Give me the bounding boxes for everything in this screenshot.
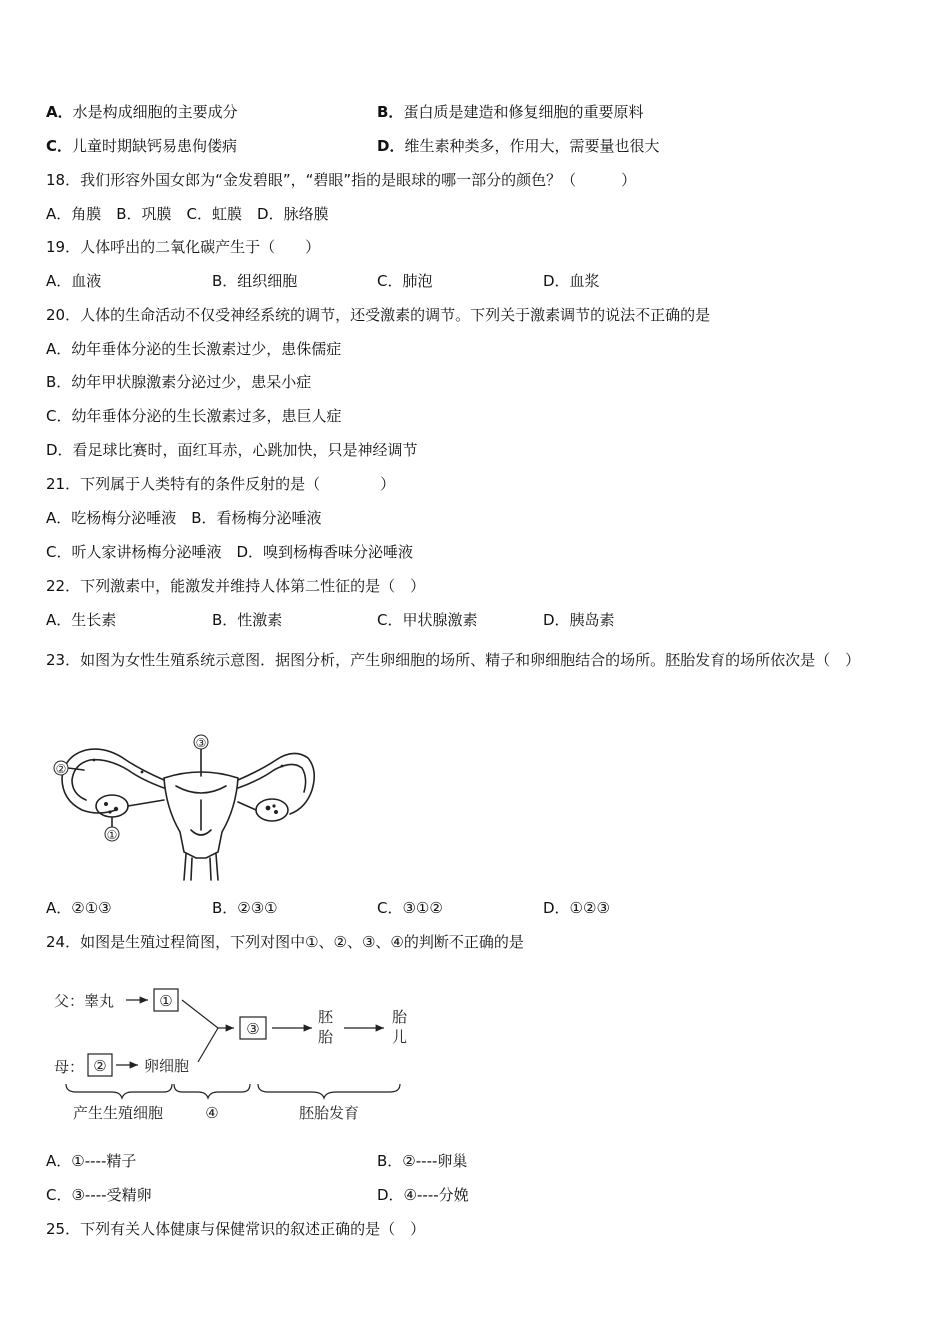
- q19-stem: 19．人体呼出的二氧化碳产生于（ ）: [46, 238, 321, 256]
- q24-stem: 24．如图是生殖过程简图，下列对图中①、②、③、④的判断不正确的是: [46, 933, 524, 951]
- q17-option-d: [377, 135, 659, 157]
- box-3-label: ③: [246, 1020, 260, 1038]
- q17-option-b-text: 蛋白质是建造和修复细胞的重要原料: [403, 103, 644, 121]
- q22-stem: 22．下列激素中，能激发并维持人体第二性征的是（ ）: [46, 577, 426, 595]
- q17-option-a: [46, 101, 238, 123]
- q24-option-c: C．③----受精卵: [46, 1186, 152, 1204]
- q17-option-d-label: D．: [377, 137, 405, 155]
- q17-option-d-text: 维生素种类多，作用大，需要量也很大: [404, 137, 660, 155]
- q22-option-a: A．生长素: [46, 611, 117, 629]
- fetus-label-1: 胎: [392, 1008, 408, 1026]
- embryo-label-2: 胎: [318, 1028, 334, 1046]
- q23-option-a: A．②①③: [46, 899, 112, 917]
- female-reproductive-system-figure: [46, 730, 316, 882]
- q25-stem: 25．下列有关人体健康与保健常识的叙述正确的是（ ）: [46, 1220, 426, 1238]
- fetus-label-2: 儿: [392, 1028, 408, 1046]
- q21-options-cd: C．听人家讲杨梅分泌唾液 D．嗅到杨梅香味分泌唾液: [46, 543, 414, 561]
- embryo-label-1: 胚: [318, 1008, 334, 1026]
- father-testis-label: 父：睾丸: [54, 992, 115, 1010]
- q20-option-d: D．看足球比赛时，面红耳赤，心跳加快，只是神经调节: [46, 441, 418, 459]
- q17-option-b-label: B．: [377, 103, 404, 121]
- q17-option-a-text: 水是构成细胞的主要成分: [72, 103, 238, 121]
- brace-label-produce-gametes: 产生生殖细胞: [72, 1104, 164, 1122]
- reproduction-process-diagram: [46, 980, 416, 1126]
- box-2-label: ②: [93, 1057, 107, 1075]
- q20-option-b: B．幼年甲状腺激素分泌过少，患呆小症: [46, 373, 312, 391]
- q17-option-b: [377, 101, 643, 123]
- q23-option-d: D．①②③: [543, 899, 610, 917]
- q19-option-c: C．肺泡: [377, 272, 433, 290]
- box-1-label: ①: [159, 992, 173, 1010]
- q19-option-d: D．血浆: [543, 272, 600, 290]
- q24-option-d: D．④----分娩: [377, 1186, 469, 1204]
- q19-option-b: B．组织细胞: [212, 272, 298, 290]
- q23-stem: 23．如图为女性生殖系统示意图．据图分析，产生卵细胞的场所、精子和卵细胞结合的场所。胚胎发育的场所依次是（ ）: [46, 651, 861, 669]
- q18-options: A．角膜 B．巩膜 C．虹膜 D．脉络膜: [46, 205, 329, 223]
- q21-options-ab: A．吃杨梅分泌唾液 B．看杨梅分泌唾液: [46, 509, 322, 527]
- q23-option-b: B．②③①: [212, 899, 278, 917]
- q22-option-c: C．甲状腺激素: [377, 611, 478, 629]
- brace-label-embryo-development: 胚胎发育: [298, 1104, 360, 1122]
- brace-label-4: ④: [205, 1104, 219, 1122]
- mother-label: 母：: [54, 1058, 85, 1076]
- figure-label-ovary: ①: [106, 828, 118, 842]
- q18-stem: 18．我们形容外国女郎为“金发碧眼”，“碧眼”指的是眼球的哪一部分的颜色？（ ）: [46, 171, 637, 189]
- q24-option-a: A．①----精子: [46, 1152, 137, 1170]
- q24-option-b: B．②----卵巢: [377, 1152, 468, 1170]
- egg-cell-label: 卵细胞: [144, 1057, 190, 1075]
- q20-option-a: A．幼年垂体分泌的生长激素过少，患侏儒症: [46, 340, 342, 358]
- q19-option-a: A．血液: [46, 272, 102, 290]
- figure-label-ovary-tube: ②: [55, 762, 67, 776]
- q21-stem: 21．下列属于人类特有的条件反射的是（ ）: [46, 475, 396, 493]
- q17-option-c-label: C．: [46, 137, 73, 155]
- q17-option-c-text: 儿童时期缺钙易患佝偻病: [72, 137, 238, 155]
- q17-option-c: [46, 135, 237, 157]
- q23-option-c: C．③①②: [377, 899, 443, 917]
- q20-stem: 20．人体的生命活动不仅受神经系统的调节，还受激素的调节。下列关于激素调节的说法不正确的是: [46, 306, 711, 324]
- q22-option-b: B．性激素: [212, 611, 283, 629]
- figure-label-uterus: ③: [195, 736, 207, 750]
- q20-option-c: C．幼年垂体分泌的生长激素过多，患巨人症: [46, 407, 342, 425]
- q22-option-d: D．胰岛素: [543, 611, 615, 629]
- q17-option-a-label: A．: [46, 103, 73, 121]
